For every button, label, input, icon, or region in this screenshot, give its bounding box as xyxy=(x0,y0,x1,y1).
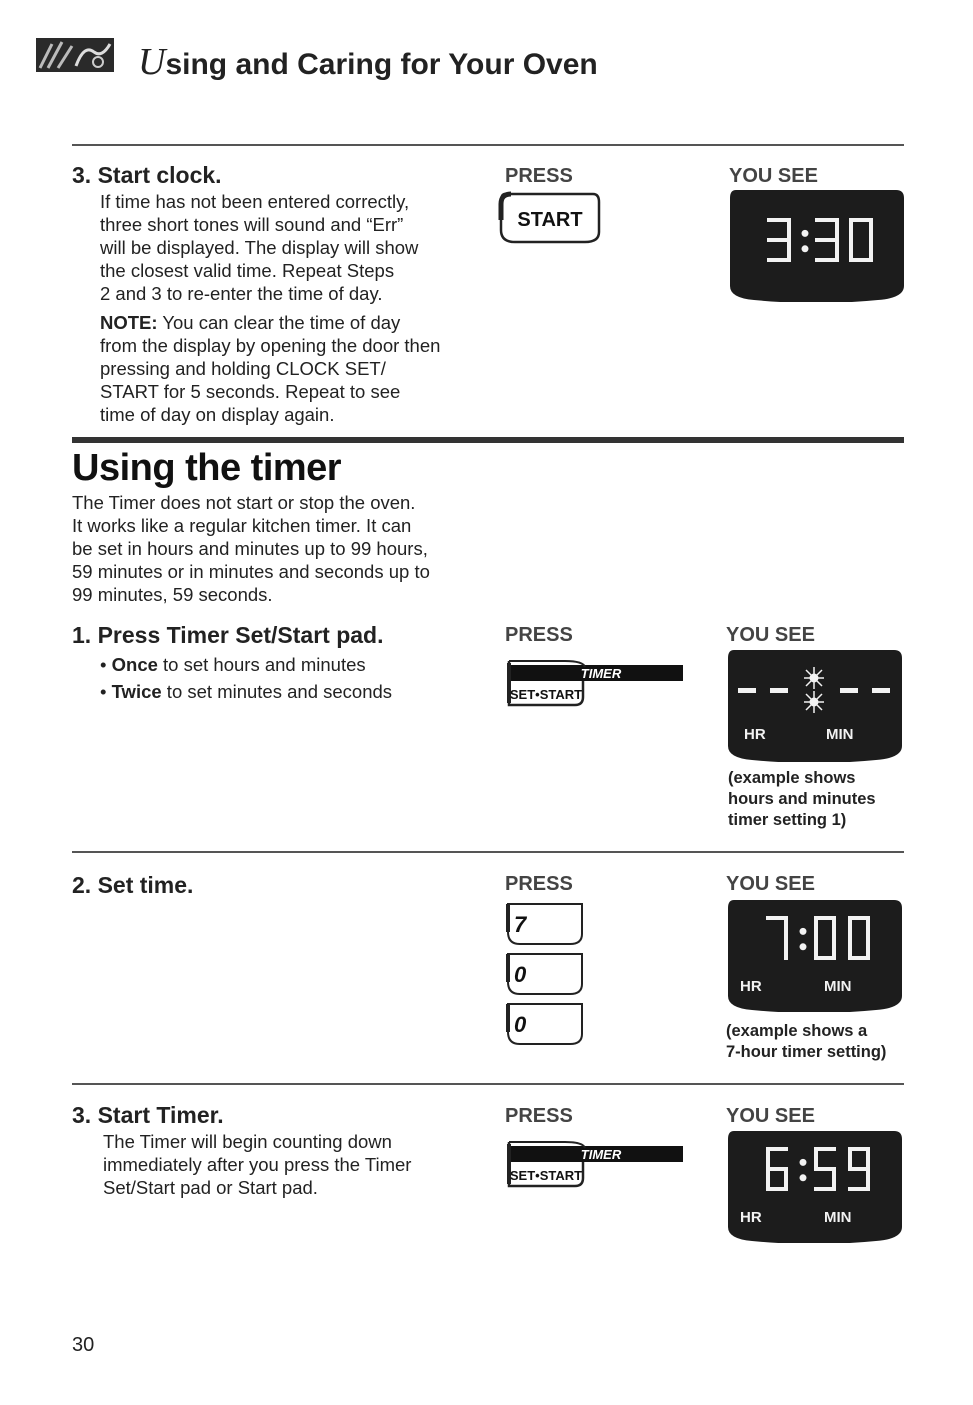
divider xyxy=(72,1083,904,1085)
page-header-title: Using and Caring for Your Oven xyxy=(138,41,598,83)
timer-step3-you-see-label: YOU SEE xyxy=(726,1105,815,1127)
list-item: • Once to set hours and minutes xyxy=(100,654,366,675)
digit-segment xyxy=(766,1147,770,1169)
divider xyxy=(72,144,904,146)
digit-segment xyxy=(766,1169,770,1191)
timer-step3-display xyxy=(726,1131,902,1243)
digit-segment xyxy=(866,916,870,938)
dash-segment xyxy=(770,688,788,693)
digit-segment xyxy=(814,1147,818,1169)
timer-step1-display xyxy=(726,650,902,762)
dash-segment xyxy=(840,688,858,693)
start-button[interactable] xyxy=(495,190,605,246)
timer-pad-top-label: TIMER xyxy=(580,666,622,681)
list-item: • Twice to set minutes and seconds xyxy=(100,681,393,702)
key-label: 0 xyxy=(514,1012,527,1037)
digit-segment xyxy=(832,916,836,938)
timer-step2-you-see-label: YOU SEE xyxy=(726,873,815,895)
digit-segment xyxy=(784,938,788,960)
clock-step3-body: If time has not been entered correctly, three short tones will sound and “Err” will be displayed. The display will show the closest valid time. Repeat Steps 2 and 3 to re-enter the time of day. NOTE: You can clear the time of day from the display by opening the door then pressing and holding CLOCK SET/ START for 5 seconds. Repeat to see time of day on display again. xyxy=(100,191,441,425)
digit-segment xyxy=(814,916,818,938)
key-label: 7 xyxy=(514,912,527,937)
timer-step1-bullets xyxy=(100,651,392,705)
number-keys xyxy=(502,900,590,1050)
key-label: 0 xyxy=(514,962,527,987)
digit-segment xyxy=(848,1187,870,1191)
dash-segment xyxy=(738,688,756,693)
clock-step3-title: 3. Start clock. xyxy=(72,162,222,188)
digit-segment xyxy=(849,218,853,240)
start-button-label: START xyxy=(517,209,583,231)
oven-logo-icon xyxy=(36,38,114,72)
digit-segment xyxy=(815,258,839,262)
digit-segment xyxy=(814,1167,836,1171)
clock-step3-you-see-label: YOU SEE xyxy=(729,165,818,187)
timer-intro: The Timer does not start or stop the oven. It works like a regular kitchen timer. It can be set in hours and minutes up to 99 hours, 59 minutes or in minutes and seconds up to 99 minutes, 59 seconds. xyxy=(72,492,430,605)
timer-step1-you-see-label: YOU SEE xyxy=(726,624,815,646)
digit-segment xyxy=(784,916,788,938)
digit-segment xyxy=(814,1187,836,1191)
digit-segment xyxy=(848,938,852,960)
digit-segment xyxy=(766,1167,788,1171)
timer-pad-bottom-label: SET•START xyxy=(509,1168,583,1183)
timer-step2-display xyxy=(726,900,902,1012)
digit-segment xyxy=(848,1167,870,1171)
digit-segment xyxy=(848,916,852,938)
timer-step2-title: 2. Set time. xyxy=(72,872,194,898)
note-label: NOTE: xyxy=(100,312,158,333)
colon-dot xyxy=(802,230,809,237)
timer-step1-press-label: PRESS xyxy=(505,624,573,646)
display-hr-label: HR xyxy=(740,978,762,995)
display-min-label: MIN xyxy=(826,726,854,743)
colon-dot xyxy=(800,1174,807,1181)
colon-dot xyxy=(800,1159,807,1166)
digit-segment xyxy=(849,240,853,262)
key-0-button[interactable] xyxy=(508,954,582,994)
timer-step2-caption: (example shows a 7-hour timer setting) xyxy=(726,1022,887,1061)
digit-segment xyxy=(866,1147,870,1169)
colon-dot xyxy=(800,928,807,935)
dash-segment xyxy=(872,688,890,693)
digit-segment xyxy=(787,218,791,240)
timer-step1-caption: (example shows hours and minutes timer setting 1) xyxy=(728,769,876,829)
timer-pad-bottom-label: SET•START xyxy=(509,687,583,702)
section-title: Using the timer xyxy=(72,447,342,489)
colon-dot xyxy=(802,245,809,252)
digit-segment xyxy=(835,218,839,240)
timer-step2-press-label: PRESS xyxy=(505,873,573,895)
divider xyxy=(72,851,904,853)
display-hr-label: HR xyxy=(744,726,766,743)
digit-segment xyxy=(848,1147,852,1169)
digit-segment xyxy=(869,218,873,240)
timer-set-start-pad[interactable] xyxy=(505,1138,685,1190)
timer-pad-top-label: TIMER xyxy=(580,1147,622,1162)
key-0-button[interactable] xyxy=(508,1004,582,1044)
digit-segment xyxy=(815,238,839,242)
digit-segment xyxy=(767,258,791,262)
clock-step3-press-label: PRESS xyxy=(505,165,573,187)
digit-segment xyxy=(767,238,791,242)
clock-display xyxy=(728,190,904,302)
display-min-label: MIN xyxy=(824,1209,852,1226)
section-divider xyxy=(72,437,904,443)
timer-set-start-pad[interactable] xyxy=(505,657,685,709)
timer-step3-press-label: PRESS xyxy=(505,1105,573,1127)
display-hr-label: HR xyxy=(740,1209,762,1226)
display-min-label: MIN xyxy=(824,978,852,995)
page-number: 30 xyxy=(72,1334,95,1356)
timer-step3-body: The Timer will begin counting down immediately after you press the Timer Set/Start pad or Start pad. xyxy=(103,1131,412,1198)
digit-segment xyxy=(814,938,818,960)
colon-dot xyxy=(800,943,807,950)
timer-step3-title: 3. Start Timer. xyxy=(72,1102,224,1128)
key-7-button[interactable] xyxy=(508,904,582,944)
timer-step1-title: 1. Press Timer Set/Start pad. xyxy=(72,622,384,648)
